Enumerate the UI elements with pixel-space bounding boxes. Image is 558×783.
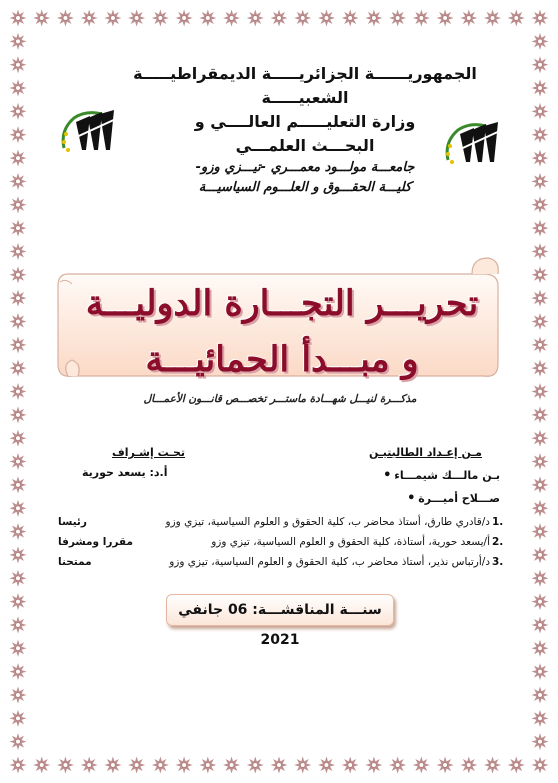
border-ornament (532, 243, 549, 260)
border-ornament (484, 10, 501, 27)
border-ornament (532, 173, 549, 190)
border-ornament (10, 103, 27, 120)
border-ornament (532, 710, 549, 727)
border-ornament (532, 33, 549, 50)
border-ornament (10, 290, 27, 307)
border-ornament (10, 243, 27, 260)
border-ornament (10, 686, 27, 703)
border-ornament (10, 266, 27, 283)
border-ornament (57, 10, 74, 27)
border-ornament (10, 616, 27, 633)
border-ornament (10, 33, 27, 50)
border-ornament (532, 686, 549, 703)
border-ornament (152, 10, 169, 27)
thesis-subtitle: مذكـــرة لنيـــل شهـــادة ماستـــر تخصـــص قانـــون الأعمـــال (143, 393, 417, 405)
border-ornament (532, 290, 549, 307)
border-ornament (10, 173, 27, 190)
border-ornament (508, 757, 525, 774)
jury-list (58, 516, 510, 576)
border-ornament (10, 196, 27, 213)
border-ornament (532, 266, 549, 283)
border-ornament (532, 500, 549, 517)
border-ornament (532, 360, 549, 377)
border-ornament (271, 757, 288, 774)
jury-role: ممتحنا (58, 556, 92, 568)
border-ornament (199, 757, 216, 774)
border-ornament (342, 10, 359, 27)
border-ornament (365, 10, 382, 27)
border-ornament (532, 406, 549, 423)
border-ornament (81, 757, 98, 774)
border-ornament (532, 593, 549, 610)
jury-member: أ/يسعد حورية، أستاذة، كلية الحقوق و العلوم السياسية، تيزي وزو (211, 536, 490, 548)
border-ornament (176, 10, 193, 27)
border-ornament (10, 500, 27, 517)
border-ornament (532, 570, 549, 587)
border-ornament (10, 430, 27, 447)
border-ornament (33, 10, 50, 27)
border-ornament (81, 10, 98, 27)
border-ornament (10, 406, 27, 423)
border-ornament (532, 430, 549, 447)
border-ornament (10, 570, 27, 587)
border-ornament (223, 10, 240, 27)
border-ornament (128, 757, 145, 774)
border-ornament (532, 616, 549, 633)
border-ornament (10, 150, 27, 167)
border-ornament (104, 757, 121, 774)
list-item: بـن مالـــك شيمـــاء • (380, 464, 500, 487)
jury-number: 2. (492, 536, 504, 548)
republic-name: الجمهوريــــــة الجزائريـــــة الديمقراطيـــــة الشعبيـــــة (133, 64, 477, 107)
border-ornament (389, 757, 406, 774)
border-ornament (247, 757, 264, 774)
border-ornament (532, 453, 549, 470)
supervisor-heading: تحـت إشـراف (112, 446, 186, 459)
border-ornament (532, 523, 549, 540)
border-ornament (10, 640, 27, 657)
border-ornament (460, 10, 477, 27)
border-ornament (199, 10, 216, 27)
border-ornament (10, 593, 27, 610)
students-heading: مـن إعـداد الطالبتيـن (369, 446, 482, 459)
border-ornament (532, 546, 549, 563)
border-ornament (152, 757, 169, 774)
border-ornament (342, 757, 359, 774)
border-ornament (176, 757, 193, 774)
jury-member: د/قادري طارق، أستاذ محاضر ب، كلية الحقوق و العلوم السياسية، تيزي وزو (165, 516, 490, 528)
border-ornament (532, 80, 549, 97)
jury-member: د/أرتباس نذير، أستاذ محاضر ب، كلية الحقوق و العلوم السياسية، تيزي وزو (169, 556, 490, 568)
thesis-title: تحريـــر التجـــارة الدوليـــة و مبـــدأ الحمائيـــة (85, 283, 479, 380)
border-ornament (413, 757, 430, 774)
border-ornament (437, 757, 454, 774)
border-ornament (10, 546, 27, 563)
table-row (58, 536, 510, 556)
border-ornament (508, 10, 525, 27)
jury-role: مقررا ومشرفا (58, 536, 133, 548)
border-ornament (294, 757, 311, 774)
defense-date: سنـــة المناقشـــة: 06 جانفي 2021 (166, 594, 394, 626)
institution-header (120, 62, 490, 198)
border-ornament (413, 10, 430, 27)
border-ornament (247, 10, 264, 27)
border-ornament (10, 80, 27, 97)
border-ornament (10, 710, 27, 727)
border-ornament (128, 10, 145, 27)
jury-number: 3. (492, 556, 504, 568)
border-ornament (389, 10, 406, 27)
border-ornament (484, 757, 501, 774)
border-ornament (10, 733, 27, 750)
border-ornament (10, 476, 27, 493)
border-ornament (532, 733, 549, 750)
border-ornament (318, 10, 335, 27)
border-ornament (532, 313, 549, 330)
border-ornament (532, 196, 549, 213)
border-ornament (57, 757, 74, 774)
border-ornament (532, 150, 549, 167)
border-ornament (271, 10, 288, 27)
border-ornament (10, 757, 27, 774)
table-row (58, 556, 510, 576)
border-ornament (10, 220, 27, 237)
border-ornament (294, 10, 311, 27)
border-ornament (532, 103, 549, 120)
border-ornament (10, 663, 27, 680)
university-logo-icon (56, 100, 126, 162)
border-ornament (532, 56, 549, 73)
university-name: جامعـــة مولـــود معمـــري -تيـــزي وزو- (195, 160, 415, 175)
border-ornament (33, 757, 50, 774)
list-item: صـــلاح أميـــرة • (380, 487, 500, 510)
border-ornament (10, 10, 27, 27)
border-ornament (223, 757, 240, 774)
ministry-name-cont: البحـــث العلمـــي (235, 136, 375, 155)
border-ornament (532, 383, 549, 400)
border-ornament (10, 383, 27, 400)
border-ornament (532, 220, 549, 237)
border-ornament (10, 56, 27, 73)
border-ornament (532, 476, 549, 493)
border-ornament (10, 360, 27, 377)
border-ornament (10, 313, 27, 330)
border-ornament (10, 336, 27, 353)
jury-role: رئيسا (58, 516, 87, 528)
border-ornament (318, 757, 335, 774)
border-ornament (532, 757, 549, 774)
border-ornament (532, 126, 549, 143)
border-ornament (532, 640, 549, 657)
faculty-name: كليـــة الحقـــوق و العلـــوم السياسيـــة (198, 180, 412, 195)
border-ornament (10, 523, 27, 540)
jury-number: 1. (492, 516, 504, 528)
border-ornament (532, 663, 549, 680)
border-ornament (532, 10, 549, 27)
border-ornament (460, 757, 477, 774)
students-list (380, 464, 500, 510)
border-ornament (532, 336, 549, 353)
border-ornament (10, 453, 27, 470)
border-ornament (437, 10, 454, 27)
supervisor-name: أ.د: يسعد حورية (82, 466, 168, 479)
border-ornament (10, 126, 27, 143)
border-ornament (365, 757, 382, 774)
border-ornament (104, 10, 121, 27)
table-row (58, 516, 510, 536)
ministry-name: وزارة التعليـــــم العالــــي و (194, 112, 416, 131)
